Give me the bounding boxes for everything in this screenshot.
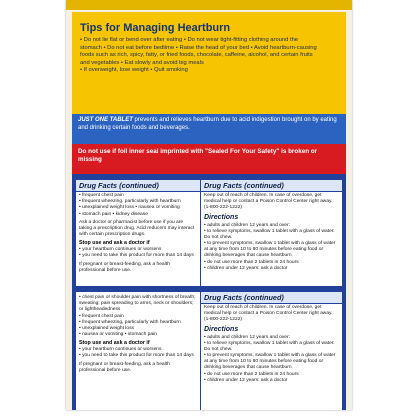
directions-list (201, 222, 342, 273)
drug-facts-panel-2 (76, 292, 342, 410)
tips-section (72, 12, 346, 114)
product-package-back (66, 0, 352, 410)
pregnancy-warning: If pregnant or breast-feeding, ask a health professional before use. (79, 361, 170, 373)
seal-warning-band (72, 144, 346, 174)
tips-text (80, 37, 338, 75)
warning-list (76, 192, 200, 219)
pregnancy-warning: If pregnant or breast-feeding, ask a health professional before use. (79, 261, 170, 273)
tips-title: Tips for Managing Heartburn (80, 22, 231, 34)
keep-out-of-reach-text: Keep out of reach of children. In case of overdose, get medical help or contact a Poison Control Center right away. (1-800-222-1222) (204, 193, 333, 211)
stop-use-heading: Stop use and ask a doctor if (79, 240, 150, 247)
tips-line: stomach • Do not eat before bedtime • Raise the head of your bed • Avoid heartburn-causing (80, 44, 317, 51)
warning-item: • nausea or vomiting • stomach pain (79, 332, 157, 338)
directions-list (201, 334, 342, 385)
drug-facts-left-column (76, 292, 201, 410)
stop-use-list (76, 246, 200, 260)
warning-item: • frequent wheezing, particularly with heartburn (79, 199, 181, 205)
product-claim-text (78, 117, 340, 133)
drug-facts-right-column (201, 180, 342, 286)
directions-heading: Directions (204, 325, 239, 333)
direction-item: • adults and children 12 years and over: (204, 222, 290, 228)
warning-item: • frequent chest pain (79, 313, 124, 319)
warning-item: • frequent chest pain (79, 193, 124, 198)
direction-item: • to prevent symptoms, swallow 1 tablet with a glass of water at any time from 10 to 60 minutes before eating food or drinking beverages that cause heartburn (204, 353, 336, 371)
direction-item: • to prevent symptoms, swallow 1 tablet with a glass of water at any time from 10 to 60 minutes before eating food or drinking beverages that cause heartburn (204, 241, 336, 259)
direction-item: • children under 12 years: ask a doctor (204, 265, 288, 271)
direction-item: • do not use more than 2 tablets in 24 hours (204, 259, 299, 265)
stop-use-item: • your heartburn continues or worsens (79, 247, 162, 253)
stop-use-item: • you need to take this product for more than 14 days (79, 353, 194, 359)
drug-facts-header: Drug Facts (continued) (201, 292, 342, 304)
drug-facts-right-column (201, 292, 342, 410)
direction-item: • adults and children 12 years and over: (204, 334, 290, 340)
tips-line: and vegetables • Eat slowly and avoid big meals (80, 59, 204, 66)
seal-warning-text: Do not use if foil inner seal imprinted with "Sealed For Your Safety" is broken or missing (78, 148, 318, 164)
warning-item: • stomach pain • kidney disease (79, 211, 148, 217)
product-claim-rest: prevents and relieves heartburn due to acid indigestion brought on by eating and drinking certain foods and beverages. (78, 117, 337, 131)
stop-use-item: • your heartburn continues or worsens (79, 347, 162, 353)
warning-item: • chest pain or shoulder pain with shortness of breath; sweating; pain spreading to arms, neck or shoulders; or lightheadedness (79, 295, 196, 313)
package-top-flap (66, 0, 352, 10)
stop-use-heading: Stop use and ask a doctor if (79, 340, 150, 347)
drug-facts-panel-1 (76, 180, 342, 286)
product-claim-lead: JUST ONE TABLET (78, 117, 133, 123)
tips-line: • If overweight, lose weight • Quit smoking (80, 67, 188, 74)
direction-item: • to relieve symptoms, swallow 1 tablet with a glass of water. Do not chew. (204, 340, 335, 352)
stop-use-item: • you need to take this product for more than 14 days (79, 253, 194, 259)
directions-heading: Directions (204, 213, 239, 221)
direction-item: • to relieve symptoms, swallow 1 tablet with a glass of water. Do not chew. (204, 228, 335, 240)
drug-facts-left-column (76, 180, 201, 286)
warning-item: • unexplained weight loss (79, 325, 135, 331)
direction-item: • children under 12 years: ask a doctor (204, 377, 288, 383)
warning-item: • frequent wheezing, particularly with heartburn (79, 319, 181, 325)
direction-item: • do not use more than 2 tablets in 24 hours (204, 371, 299, 377)
keep-out-of-reach-text: Keep out of reach of children. In case of overdose, get medical help or contact a Poison Control Center right away. (1-800-222-1222) (204, 305, 333, 323)
stop-use-list (76, 346, 200, 360)
tips-line: foods such as rich, spicy, fatty, or fried foods, chocolate, caffeine, alcohol, and certain fruits (80, 52, 313, 59)
ask-pharmacist-text: Ask a doctor or pharmacist before use if you are taking a prescription drug. Acid reducers may interact with certain prescription drugs. (79, 219, 195, 238)
drug-facts-header: Drug Facts (continued) (201, 180, 342, 192)
tips-line: • Do not lie flat or bend over after eating • Do not wear tight-fitting clothing around the (80, 37, 299, 43)
product-claim-band (72, 114, 346, 144)
drug-facts-header: Drug Facts (continued) (76, 180, 200, 192)
warning-list (76, 292, 200, 339)
warning-item: • unexplained weight loss • nausea or vomiting (79, 205, 180, 211)
